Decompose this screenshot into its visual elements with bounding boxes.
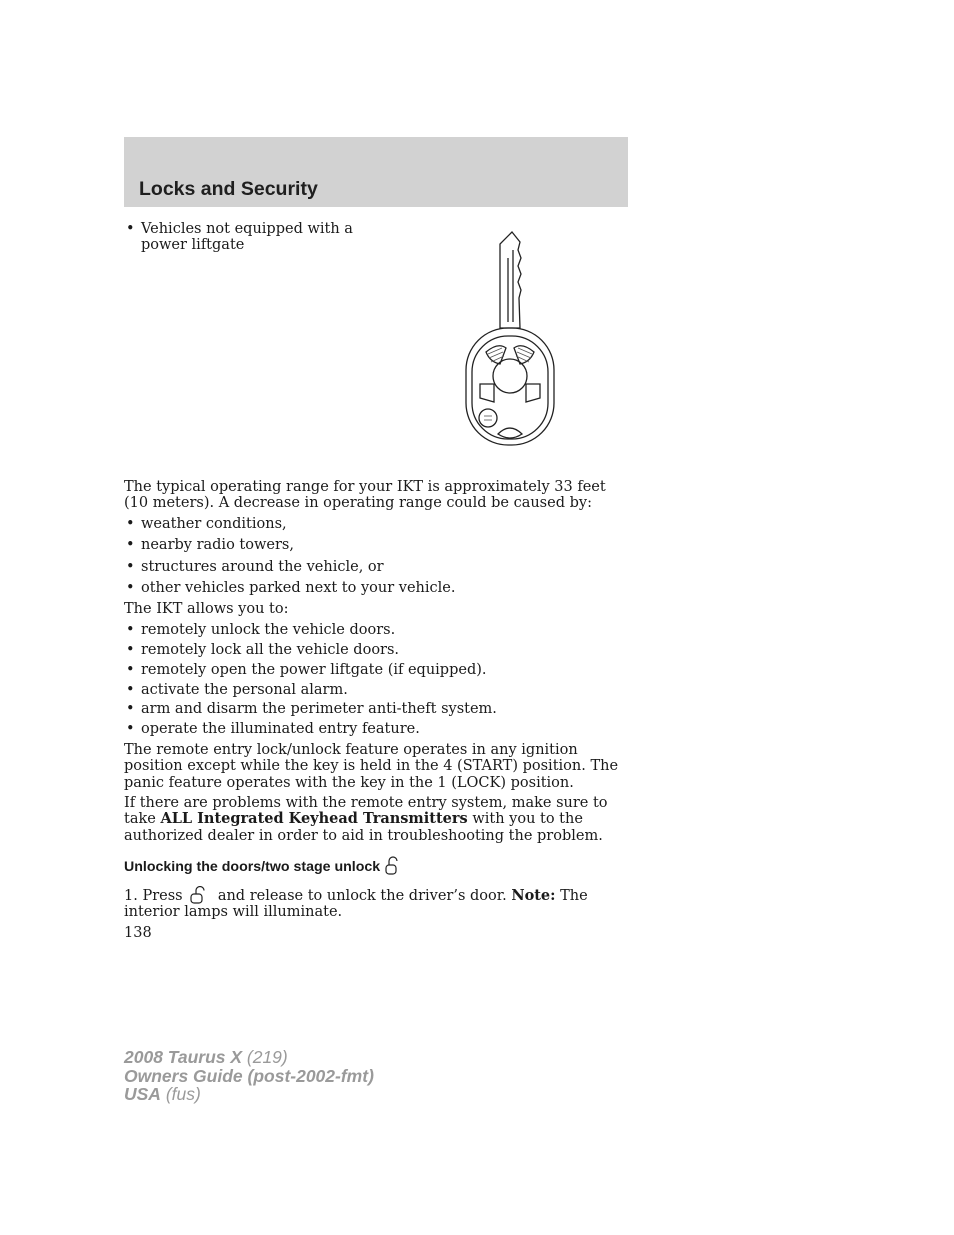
unlock-padlock-icon	[384, 856, 400, 875]
page-number: 138	[124, 925, 152, 941]
step-1: 1. Press and release to unlock the driver’s door. Note: The interior lamps will illuminate.	[124, 886, 588, 921]
list-item: • operate the illuminated entry feature.	[124, 721, 624, 737]
note-label: Note:	[511, 886, 556, 904]
remote-entry-paragraph: The remote entry lock/unlock feature operates in any ignition position except while the key is held in the 4 (START) position. The panic feature operates with the key in the 1 (LOCK) position.	[124, 741, 619, 791]
document-footer	[124, 1048, 374, 1104]
list-item: • structures around the vehicle, or	[124, 559, 624, 575]
unlock-subheading: Unlocking the doors/two stage unlock	[124, 856, 624, 875]
list-item: • activate the personal alarm.	[124, 682, 624, 698]
ikt-features-list	[124, 622, 624, 738]
transmitters-emphasis: ALL Integrated Keyhead Transmitters	[160, 810, 468, 828]
list-item: • other vehicles parked next to your vehicle.	[124, 580, 624, 596]
list-item: • nearby radio towers,	[124, 537, 624, 553]
list-item: • weather conditions,	[124, 516, 624, 532]
list-item: • remotely lock all the vehicle doors.	[124, 642, 624, 658]
section-title: Locks and Security	[139, 178, 318, 200]
range-causes-list	[124, 516, 624, 597]
list-item: • Vehicles not equipped with a power liftgate	[124, 221, 364, 253]
list-item: • remotely open the power liftgate (if equipped).	[124, 662, 624, 678]
top-bullet-list	[124, 221, 364, 253]
list-item: • remotely unlock the vehicle doors.	[124, 622, 624, 638]
problems-paragraph: If there are problems with the remote entry system, make sure to take ALL Integrated Keyhead Transmitters with you to the authorized dealer in order to aid in troubleshooting the problem.	[124, 795, 608, 844]
unlock-padlock-icon	[187, 886, 213, 904]
body-text	[124, 479, 624, 924]
section-header-band	[124, 137, 628, 207]
allows-intro: The IKT allows you to:	[124, 601, 289, 618]
range-intro: The typical operating range for your IKT is approximately 33 feet (10 meters). A decrease in operating range could be caused by:	[124, 479, 606, 512]
footer-line: USA (fus)	[124, 1084, 201, 1104]
integrated-keyhead-transmitter-icon	[458, 228, 562, 450]
footer-line: 2008 Taurus X (219)	[124, 1047, 288, 1067]
footer-line: Owners Guide (post-2002-fmt)	[124, 1065, 374, 1086]
list-item: • arm and disarm the perimeter anti-theft system.	[124, 701, 624, 717]
